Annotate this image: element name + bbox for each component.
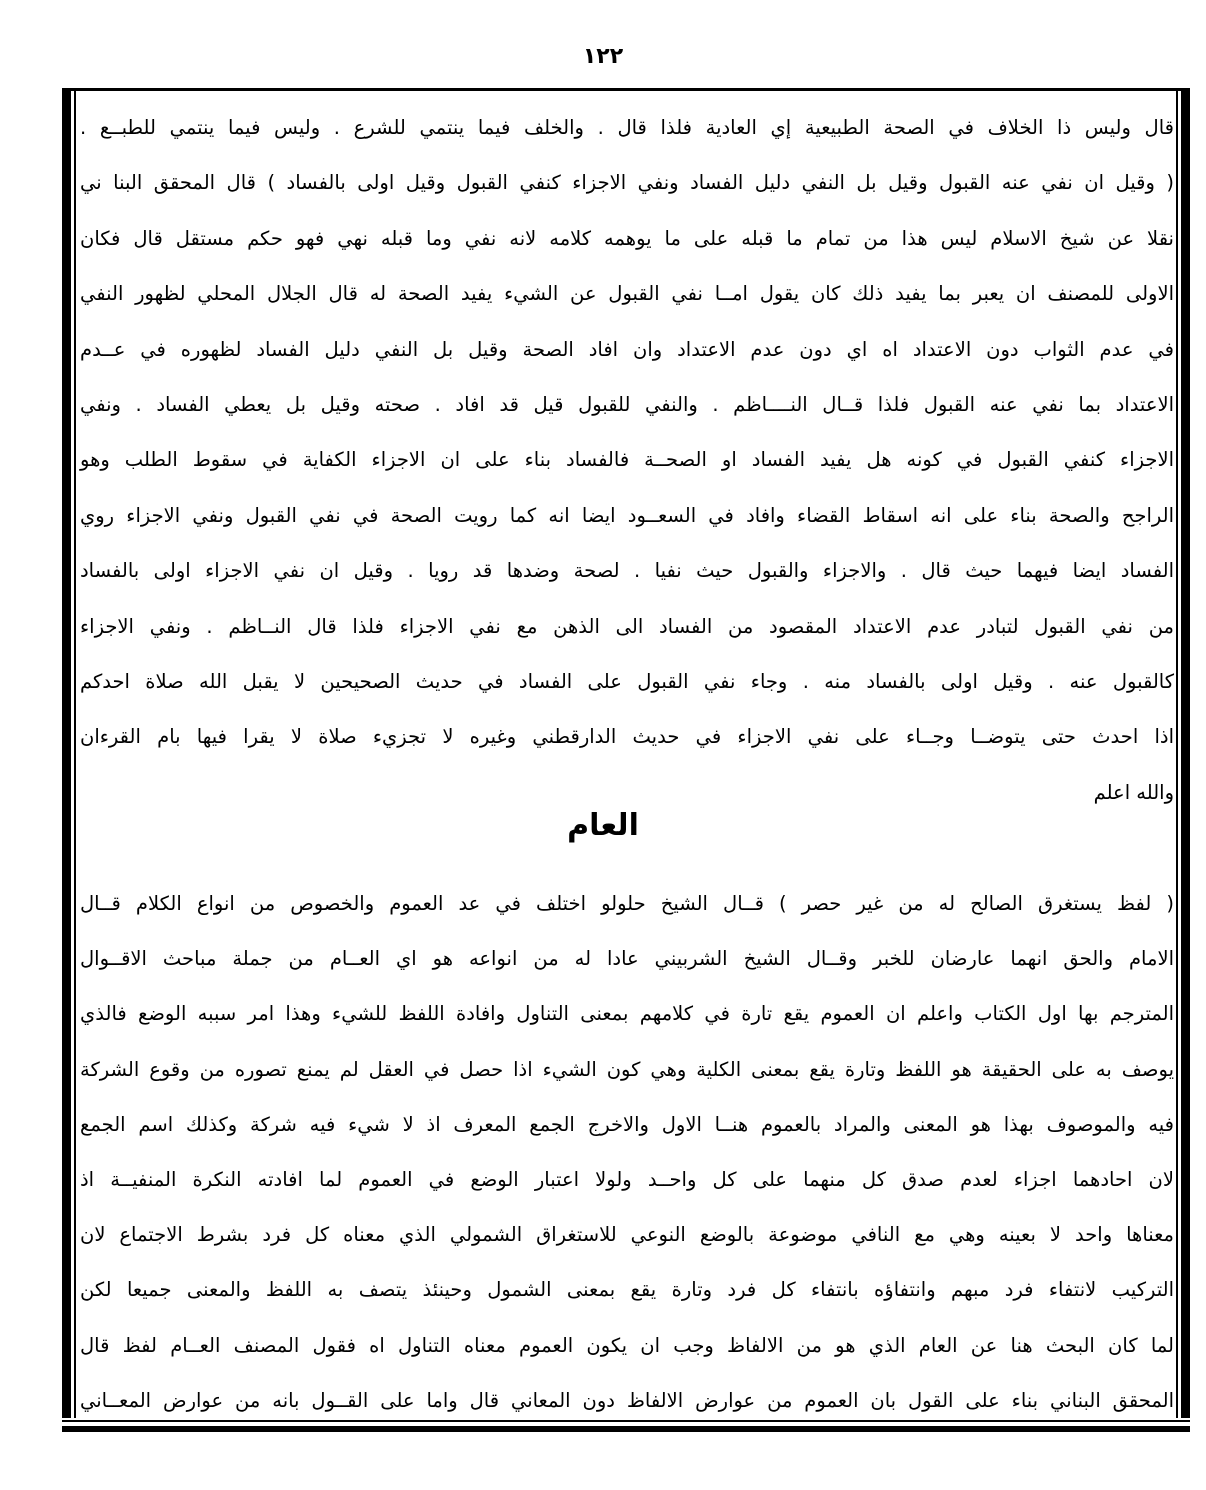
page-number: ١٢٢: [582, 44, 624, 69]
text-line: لان احادهما اجزاء لعدم صدق كل منهما على كل واحــد ولولا اعتبار الوضع في العموم لما افادته النكرة المنفيــة اذ: [80, 1168, 1174, 1191]
text-line: من نفي القبول لتبادر عدم الاعتداد المقصود من الفساد الى الذهن مع نفي الاجزاء فلذا قال النــاظم . ونفي الاجزاء: [80, 614, 1174, 638]
border-left-inner: [74, 88, 76, 1418]
border-right-inner: [1176, 88, 1178, 1418]
text-line: اذا احدث حتى يتوضــا وجــاء على نفي الاجزاء في حديث الدارقطني وغيره لا تجزيء صلاة لا يقرا فيها بام القرءان: [80, 725, 1174, 749]
text-line: معناها واحد لا بعينه وهي مع النافي موضوعة بالوضع النوعي للاستغراق الشمولي الذي معناه كل فرد بشرط الاجتماع لان: [80, 1223, 1174, 1247]
border-right: [1181, 88, 1190, 1418]
border-bottom-thin: [62, 1420, 1190, 1422]
text-line: الاولى للمصنف ان يعبر بما يفيد ذلك كان يقول امــا نفي القبول عن الشيء يفيد الصحة له قال الجلال المحلي لظهور النفي: [80, 282, 1174, 306]
border-bottom-thick: [62, 1426, 1190, 1432]
text-line: الراجح والصحة بناء على انه اسقاط القضاء وافاد في السعــود ايضا انه كما رويت الصحة في نفي القبول ونفي الاجزاء روي: [80, 503, 1174, 527]
text-line: في عدم الثواب دون الاعتداد اه اي دون عدم الاعتداد وان افاد الصحة وقيل بل النفي دليل الفساد لظهوره في عــدم: [80, 337, 1174, 361]
text-line: والله اعلم: [1093, 780, 1174, 804]
text-line: قال وليس ذا الخلاف في الصحة الطبيعية إي العادية فلذا قال . والخلف فيما ينتمي للشرع . وليس فيما ينتمي للطبــع .: [80, 116, 1174, 139]
border-top: [62, 88, 1190, 91]
text-line: كالقبول عنه . وقيل اولى بالفساد منه . وجاء نفي القبول على الفساد في حديث الصحيحين لا يقبل الله صلاة احدكم: [80, 670, 1174, 693]
section-heading: العام: [567, 808, 639, 843]
border-left: [62, 88, 71, 1418]
text-line: نقلا عن شيخ الاسلام ليس هذا من تمام ما قبله على ما يوهمه كلامه لانه نفي وما قبله نهي فهو حكم مستقل قال فكان: [80, 226, 1174, 250]
text-line: الاعتداد بما نفي عنه القبول فلذا قــال النــــاظم . والنفي للقبول قيل قد افاد . صحته وقيل بل يعطي الفساد . ونفي: [80, 393, 1174, 416]
text-line: الفساد ايضا فيهما حيث قال . والاجزاء والقبول حيث نفيا . لصحة وضدها قد رويا . وقيل ان نفي الاجزاء اولى بالفساد: [80, 559, 1174, 583]
text-line: فيه والموصوف بهذا هو المعنى والمراد بالعموم هنــا الاول والاخرج الجمع المعرف اذ لا شيء فيه شركة وكذلك اسم الجمع: [80, 1112, 1174, 1136]
text-line: المحقق البناني بناء على القول بان العموم من عوارض الالفاظ دون المعاني قال واما على القــول بانه من عوارض المعــاني: [80, 1388, 1174, 1412]
text-line: يوصف به على الحقيقة هو اللفظ وتارة يقع بمعنى الكلية وهي كون الشيء اذا حصل في العقل لم يمنع تصوره من وقوع الشركة: [80, 1057, 1174, 1081]
text-line: لما كان البحث هنا عن العام الذي هو من الالفاظ وجب ان يكون العموم معناه التناول اه فقول المصنف العــام لفظ قال: [80, 1333, 1174, 1357]
text-line: الاجزاء كنفي القبول في كونه هل يفيد الفساد او الصحــة فالفساد بناء على ان الاجزاء الكفاية في سقوط الطلب وهو: [80, 448, 1174, 472]
text-line: الامام والحق انهما عارضان للخبر وقــال الشيخ الشربيني عادا له من انواعه هو اي العــام من جملة مباحث الاقــوال: [80, 947, 1174, 971]
text-line: المترجم بها اول الكتاب واعلم ان العموم يقع تارة في كلامهم بمعنى التناول وافادة اللفظ للشيء وهذا امر سببه الوضع فالذي: [80, 1002, 1174, 1026]
text-line: ( لفظ يستغرق الصالح له من غير حصر ) قــال الشيخ حلولو اختلف في عد العموم والخصوص من انواع الكلام قــال: [80, 892, 1174, 915]
text-line: ( وقيل ان نفي عنه القبول وقيل بل النفي دليل الفساد ونفي الاجزاء كنفي القبول وقيل اولى بالفساد ) قال المحقق البنا ني: [80, 171, 1174, 195]
text-line: التركيب لانتفاء فرد مبهم وانتفاؤه بانتفاء كل فرد وتارة يقع بمعنى الشمول وحينئذ يتصف به اللفظ والمعنى جميعا لكن: [80, 1278, 1174, 1302]
